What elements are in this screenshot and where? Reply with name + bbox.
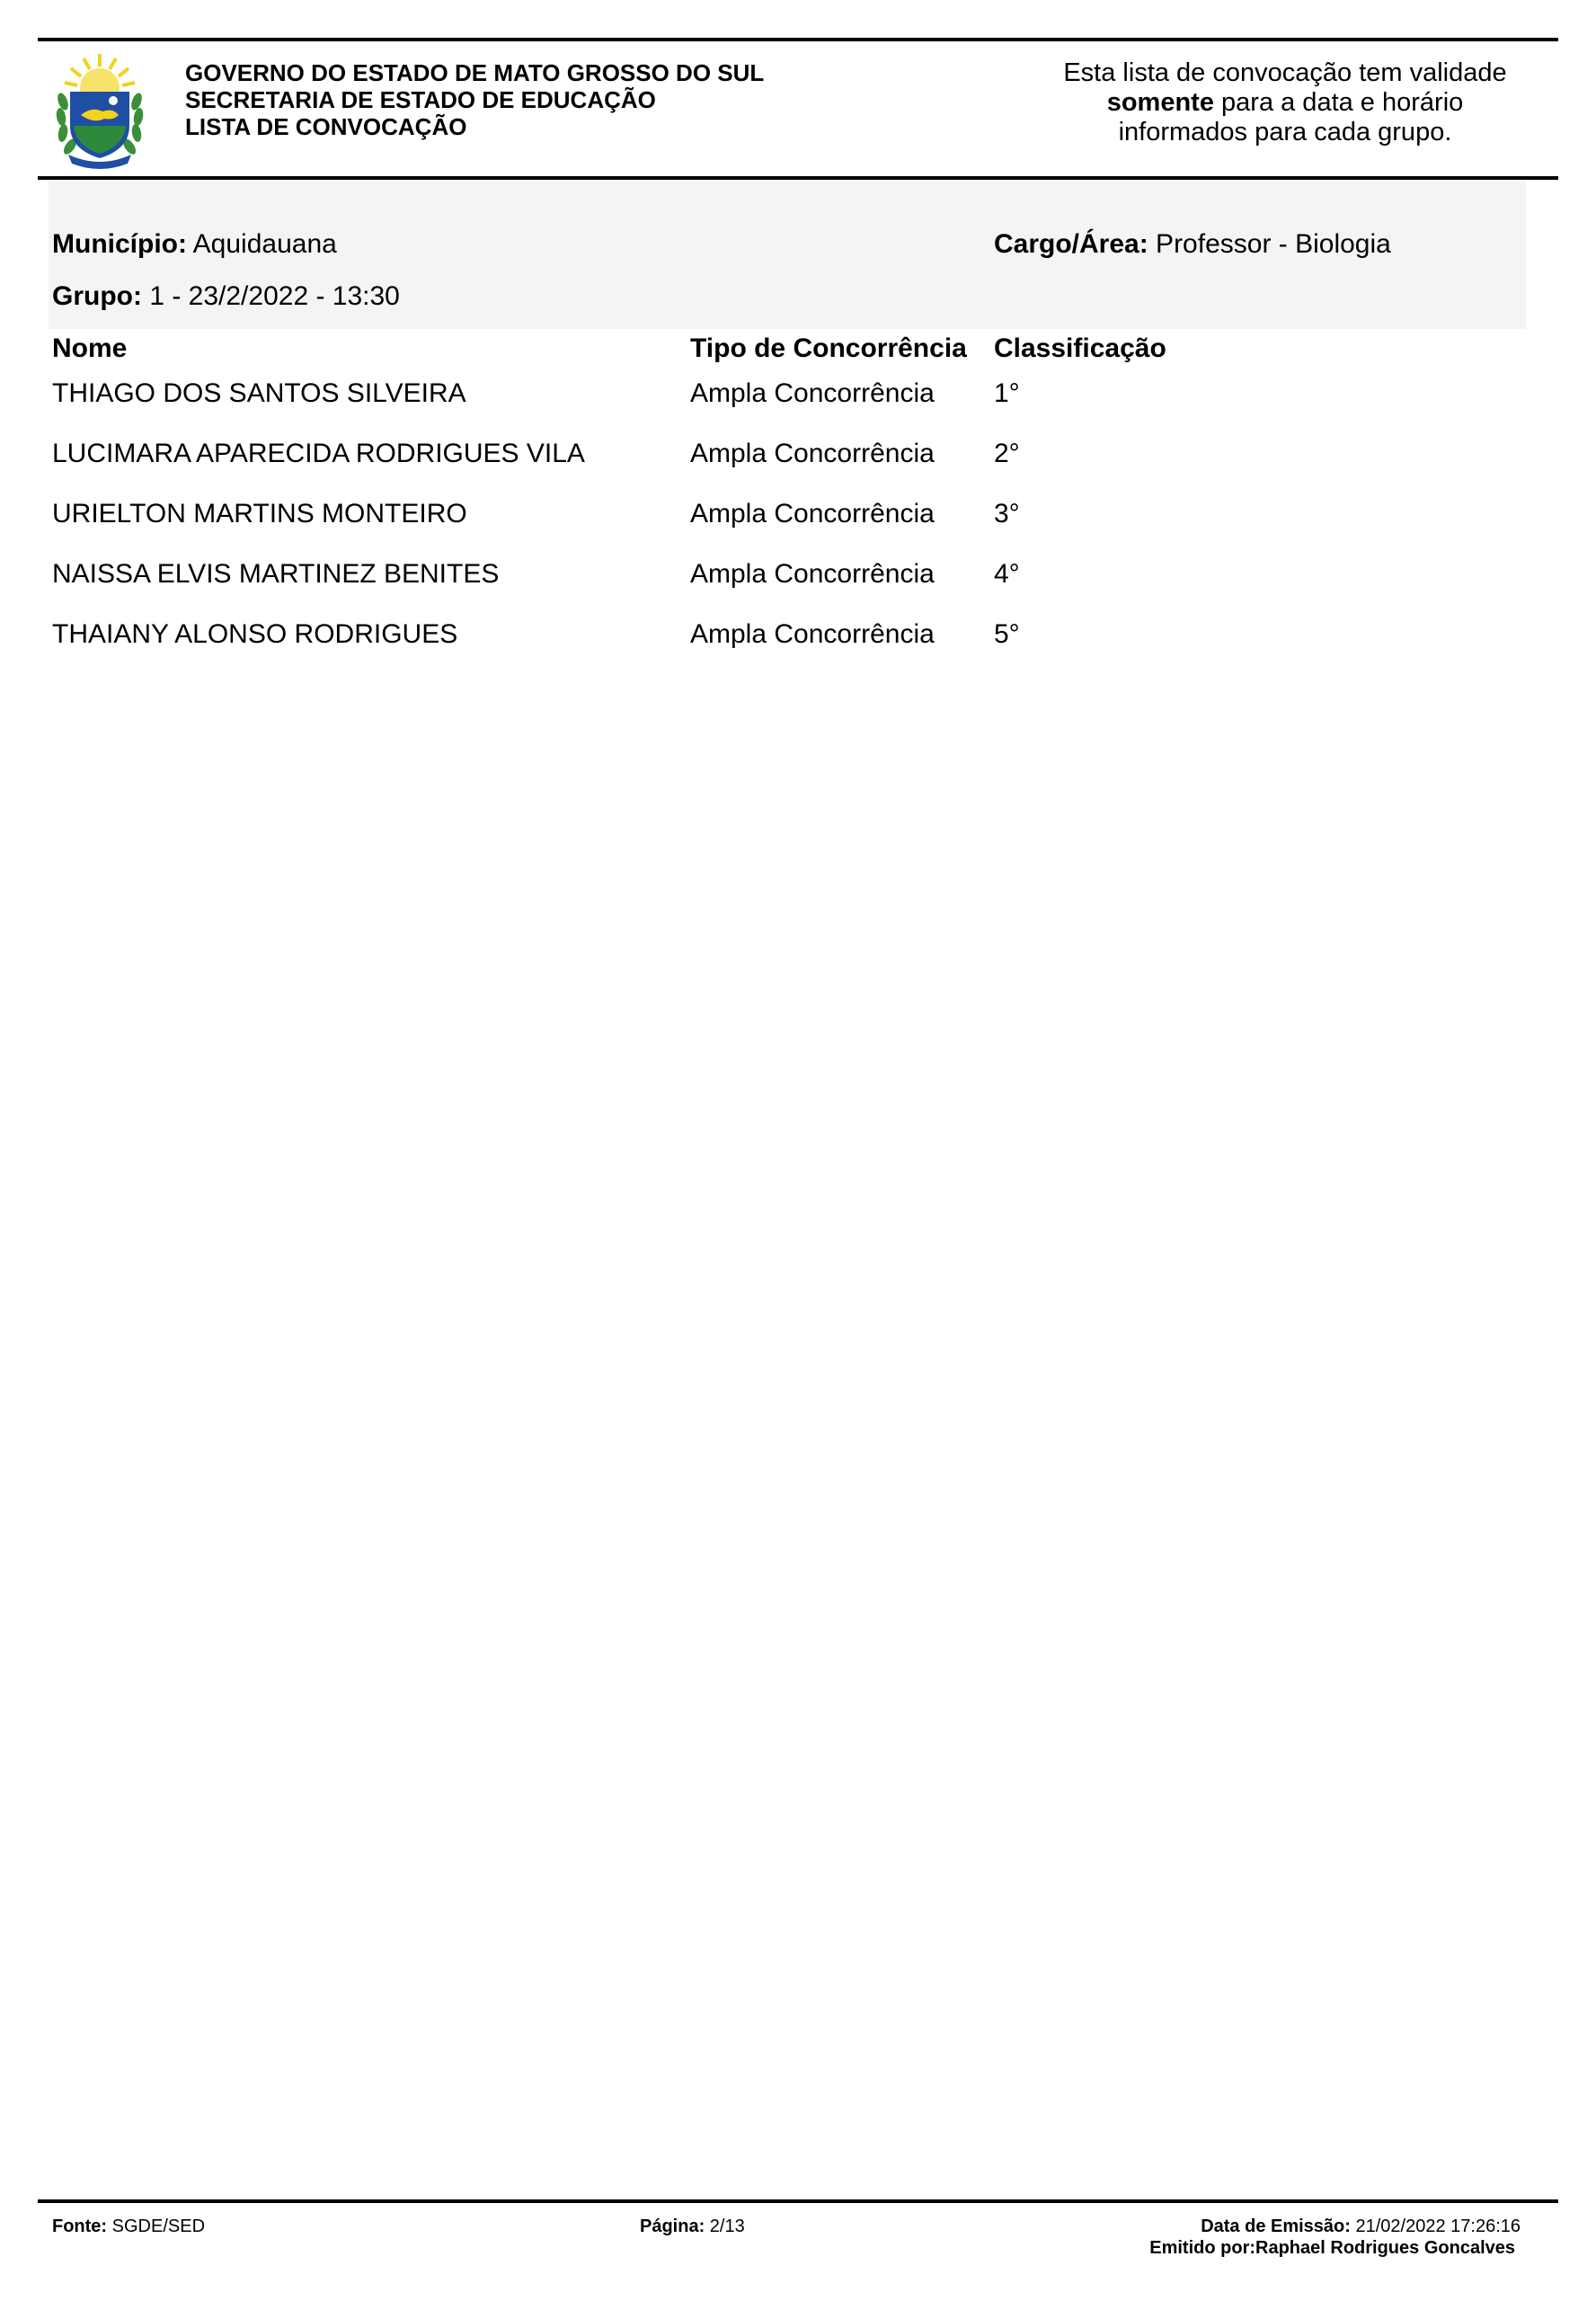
municipio-field [52, 229, 337, 260]
column-header-nome: Nome [52, 333, 128, 363]
column-header-classificacao: Classificação [994, 333, 1166, 363]
validity-line-2-rest: para a data e horário [1213, 88, 1464, 117]
footer-rule [38, 2199, 1558, 2203]
cell-classificacao: 5° [994, 619, 1020, 649]
org-line-secretariat: SECRETARIA DE ESTADO DE EDUCAÇÃO [185, 86, 656, 113]
fonte-value: SGDE/SED [107, 2217, 206, 2236]
cell-tipo: Ampla Concorrência [690, 619, 935, 649]
cell-nome: THAIANY ALONSO RODRIGUES [52, 619, 458, 649]
emitido-label: Emitido por: [1149, 2238, 1256, 2258]
cargo-label: Cargo/Área: [994, 229, 1148, 259]
validity-line-1: Esta lista de convocação tem validade [1063, 58, 1507, 87]
header-top-rule [38, 38, 1558, 41]
document-title: LISTA DE CONVOCAÇÃO [185, 113, 467, 140]
emissao-label: Data de Emissão: [1201, 2217, 1351, 2236]
grupo-value: 1 - 23/2/2022 - 13:30 [141, 281, 400, 311]
emissao-value: 21/02/2022 17:26:16 [1350, 2217, 1521, 2236]
cell-classificacao: 3° [994, 499, 1020, 529]
footer-page-number [640, 2216, 745, 2237]
cargo-value: Professor - Biologia [1148, 229, 1391, 259]
municipio-value: Aquidauana [186, 229, 337, 259]
cell-classificacao: 2° [994, 439, 1020, 468]
emitido-value: Raphael Rodrigues Goncalves [1255, 2238, 1515, 2258]
header-bottom-rule [38, 176, 1558, 180]
municipio-label: Município: [52, 229, 187, 259]
cell-nome: LUCIMARA APARECIDA RODRIGUES VILA [52, 439, 585, 468]
org-line-government: GOVERNO DO ESTADO DE MATO GROSSO DO SUL [185, 59, 765, 86]
footer-issue-date [1201, 2216, 1521, 2237]
footer-source [52, 2216, 205, 2237]
validity-line-2 [1015, 88, 1555, 118]
cell-nome: URIELTON MARTINS MONTEIRO [52, 499, 467, 529]
cell-classificacao: 1° [994, 378, 1020, 408]
organization-heading [185, 59, 764, 140]
cell-tipo: Ampla Concorrência [690, 378, 935, 408]
fonte-label: Fonte: [52, 2217, 108, 2236]
cell-tipo: Ampla Concorrência [690, 499, 935, 529]
footer-issued-by [1149, 2237, 1515, 2259]
grupo-field [52, 281, 400, 312]
validity-line-3: informados para cada grupo. [1118, 118, 1452, 147]
validity-notice [1015, 58, 1555, 147]
cargo-field [994, 229, 1391, 260]
pagina-value: 2/13 [705, 2217, 745, 2236]
grupo-label: Grupo: [52, 281, 142, 311]
validity-emphasis: somente [1106, 88, 1214, 117]
cell-classificacao: 4° [994, 559, 1020, 589]
cell-nome: NAISSA ELVIS MARTINEZ BENITES [52, 559, 500, 589]
column-header-tipo: Tipo de Concorrência [690, 333, 967, 363]
cell-nome: THIAGO DOS SANTOS SILVEIRA [52, 378, 466, 408]
state-coat-of-arms-icon [50, 52, 149, 169]
cell-tipo: Ampla Concorrência [690, 559, 935, 589]
pagina-label: Página: [640, 2217, 705, 2236]
shield [70, 92, 129, 158]
cell-tipo: Ampla Concorrência [690, 439, 935, 468]
